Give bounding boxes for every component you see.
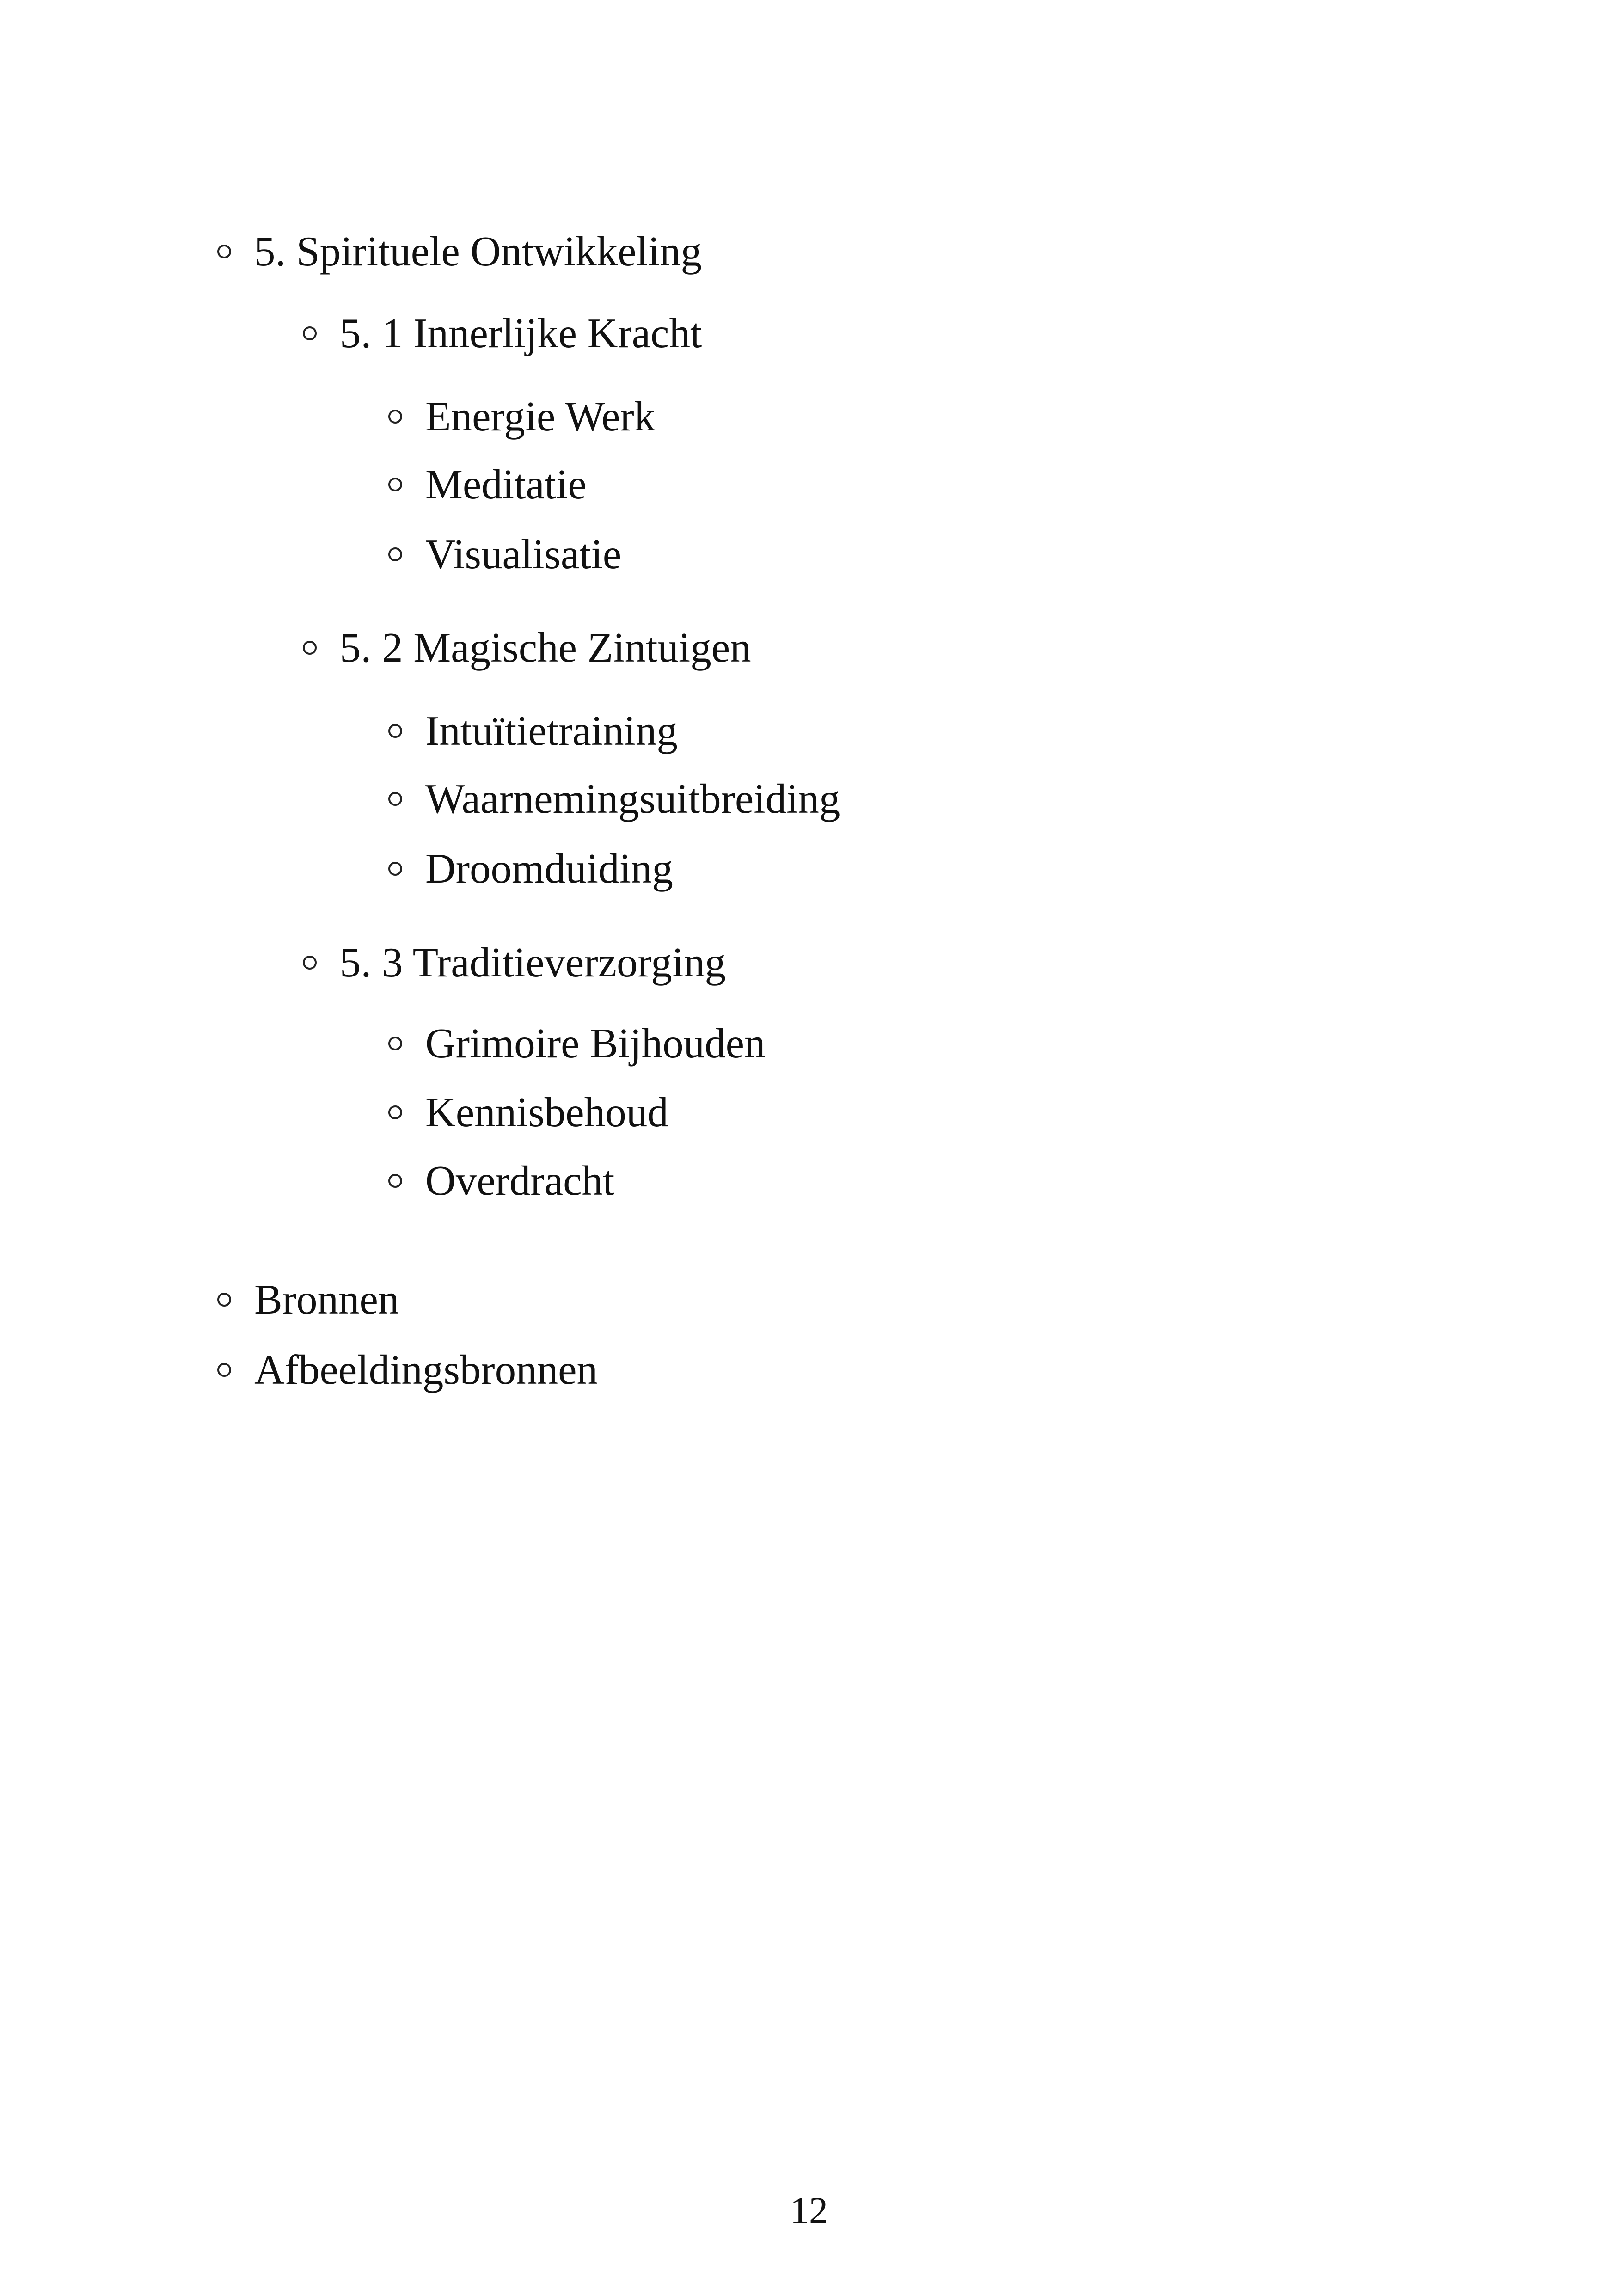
toc-item-label: Droomduiding — [425, 845, 673, 892]
circle-bullet-icon — [388, 410, 402, 424]
circle-bullet-icon — [388, 1037, 402, 1050]
circle-bullet-icon — [388, 478, 402, 491]
toc-item-label: 5. 1 Innerlijke Kracht — [340, 310, 702, 356]
circle-bullet-icon — [217, 245, 231, 258]
circle-bullet-icon — [303, 641, 317, 655]
toc-item-label: 5. 2 Magische Zintuigen — [340, 624, 751, 671]
toc-item-label: Waarnemingsuitbreiding — [425, 775, 840, 822]
circle-bullet-icon — [217, 1363, 231, 1377]
toc-item-section-5[interactable] — [217, 228, 702, 275]
toc-item-label: Grimoire Bijhouden — [425, 1020, 766, 1067]
toc-item-section-5-2[interactable] — [303, 626, 751, 669]
toc-item-overdracht[interactable] — [388, 1157, 615, 1204]
toc-item-label: Intuïtietraining — [425, 707, 678, 754]
toc-item-label: Kennisbehoud — [425, 1089, 668, 1136]
toc-item-label: Bronnen — [254, 1276, 399, 1323]
circle-bullet-icon — [217, 1293, 231, 1307]
toc-item-energie-werk[interactable] — [388, 393, 656, 440]
toc-item-droomduiding[interactable] — [388, 847, 673, 890]
toc-item-waarnemingsuitbreiding[interactable] — [388, 775, 840, 822]
toc-item-bronnen[interactable] — [217, 1276, 399, 1323]
toc-item-intuitietraining[interactable] — [388, 707, 678, 754]
circle-bullet-icon — [388, 1105, 402, 1119]
toc-item-section-5-1[interactable] — [303, 312, 702, 354]
toc-item-section-5-3[interactable] — [303, 939, 726, 986]
toc-item-label: Afbeeldingsbronnen — [254, 1346, 598, 1393]
toc-item-label: Overdracht — [425, 1157, 615, 1204]
toc-item-label: Meditatie — [425, 461, 587, 508]
toc-item-kennisbehoud[interactable] — [388, 1089, 668, 1136]
circle-bullet-icon — [388, 1174, 402, 1188]
toc-item-label: Energie Werk — [425, 393, 656, 440]
toc-item-meditatie[interactable] — [388, 461, 587, 508]
page-number: 12 — [790, 2189, 828, 2231]
toc-item-grimoire-bijhouden[interactable] — [388, 1020, 766, 1067]
circle-bullet-icon — [388, 792, 402, 806]
toc-item-label: 5. Spirituele Ontwikkeling — [254, 228, 702, 275]
toc-item-label: Visualisatie — [425, 531, 622, 577]
toc-item-label: 5. 3 Traditieverzorging — [340, 939, 726, 986]
toc-item-afbeeldingsbronnen[interactable] — [217, 1346, 598, 1393]
circle-bullet-icon — [388, 724, 402, 738]
circle-bullet-icon — [303, 326, 317, 340]
circle-bullet-icon — [388, 862, 402, 876]
circle-bullet-icon — [303, 956, 317, 970]
toc-item-visualisatie[interactable] — [388, 533, 621, 575]
circle-bullet-icon — [388, 547, 402, 561]
